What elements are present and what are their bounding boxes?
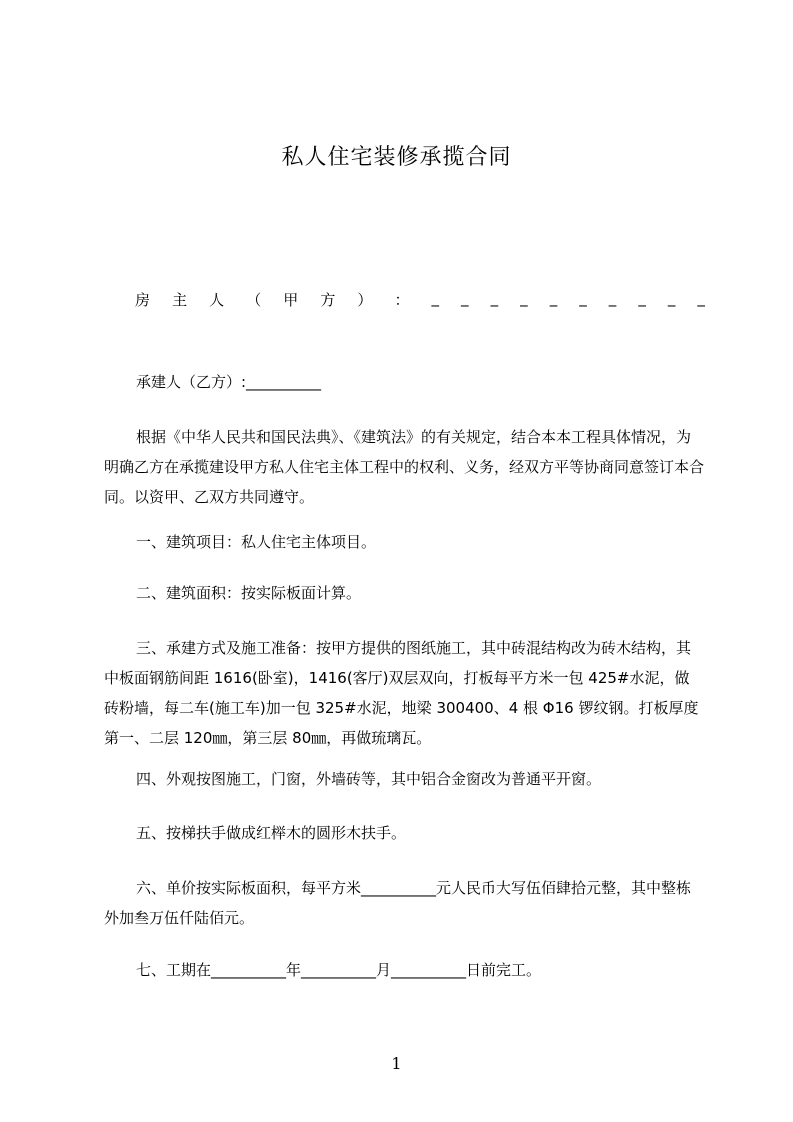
clause-1: 一、建筑项目：私人住宅主体项目。	[136, 533, 377, 551]
party-a-char: 主	[172, 291, 188, 309]
page-title: 私人住宅装修承揽合同	[281, 145, 512, 170]
party-a-char: 人	[209, 291, 225, 309]
clause-6: 六、单价按实际板面积，每平方米__________元人民币大写伍佰肆拾元整，其中整栋外加叁万伍仟陆佰元。	[104, 879, 692, 927]
party-a-blank: _	[638, 289, 646, 307]
page-number: 1	[391, 1054, 402, 1073]
clause-5: 五、按梯扶手做成红榉木的圆形木扶手。	[136, 824, 407, 842]
party-a-blank: _	[490, 289, 499, 307]
party-a-blank: _	[667, 289, 676, 307]
intro-paragraph: 根据《中华人民共和国民法典》、《建筑法》的有关规定，结合本本工程具体情况，为明确乙方在承揽建设甲方私人住宅主体工程中的权利、义务，经双方平等协商同意签订本合同。以资甲、乙双方共同遵守。	[104, 428, 705, 506]
party-a-char: 甲	[283, 291, 299, 309]
party-a-blank: _	[431, 289, 439, 307]
party-a-line	[135, 289, 705, 310]
party-a-blank: _	[697, 289, 705, 307]
party-a-blank: _	[549, 289, 558, 307]
clause-3: 三、承建方式及施工准备：按甲方提供的图纸施工，其中砖混结构改为砖木结构，其中板面钢筋间距 1616(卧室)，1416(客厅)双层双向，打板每平方米一包 425#水泥，做砖粉墙，每二车(施工车)加一包 325#水泥，地梁 300400、4 根 Φ16 锣纹钢。打板厚度第一、二层 120㎜，第三层 80㎜，再做琉璃瓦。	[104, 639, 699, 747]
party-a-char: 方	[320, 291, 336, 309]
party-b-line: 承建人（乙方）:__________	[136, 373, 322, 391]
party-a-blank: _	[579, 289, 587, 307]
party-a-char: 房	[135, 291, 151, 309]
party-a-char: ：	[394, 291, 410, 309]
party-a-blank: _	[520, 289, 528, 307]
clause-4: 四、外观按图施工，门窗，外墙砖等，其中铝合金窗改为普通平开窗。	[136, 770, 602, 788]
clause-2: 二、建筑面积：按实际板面计算。	[136, 584, 362, 602]
party-a-char: （	[246, 291, 262, 309]
party-a-blank: _	[608, 289, 617, 307]
clause-7: 七、工期在__________年__________月__________日前完工。	[136, 961, 542, 979]
party-a-blank: _	[461, 289, 469, 307]
party-a-char: ）	[357, 291, 373, 309]
